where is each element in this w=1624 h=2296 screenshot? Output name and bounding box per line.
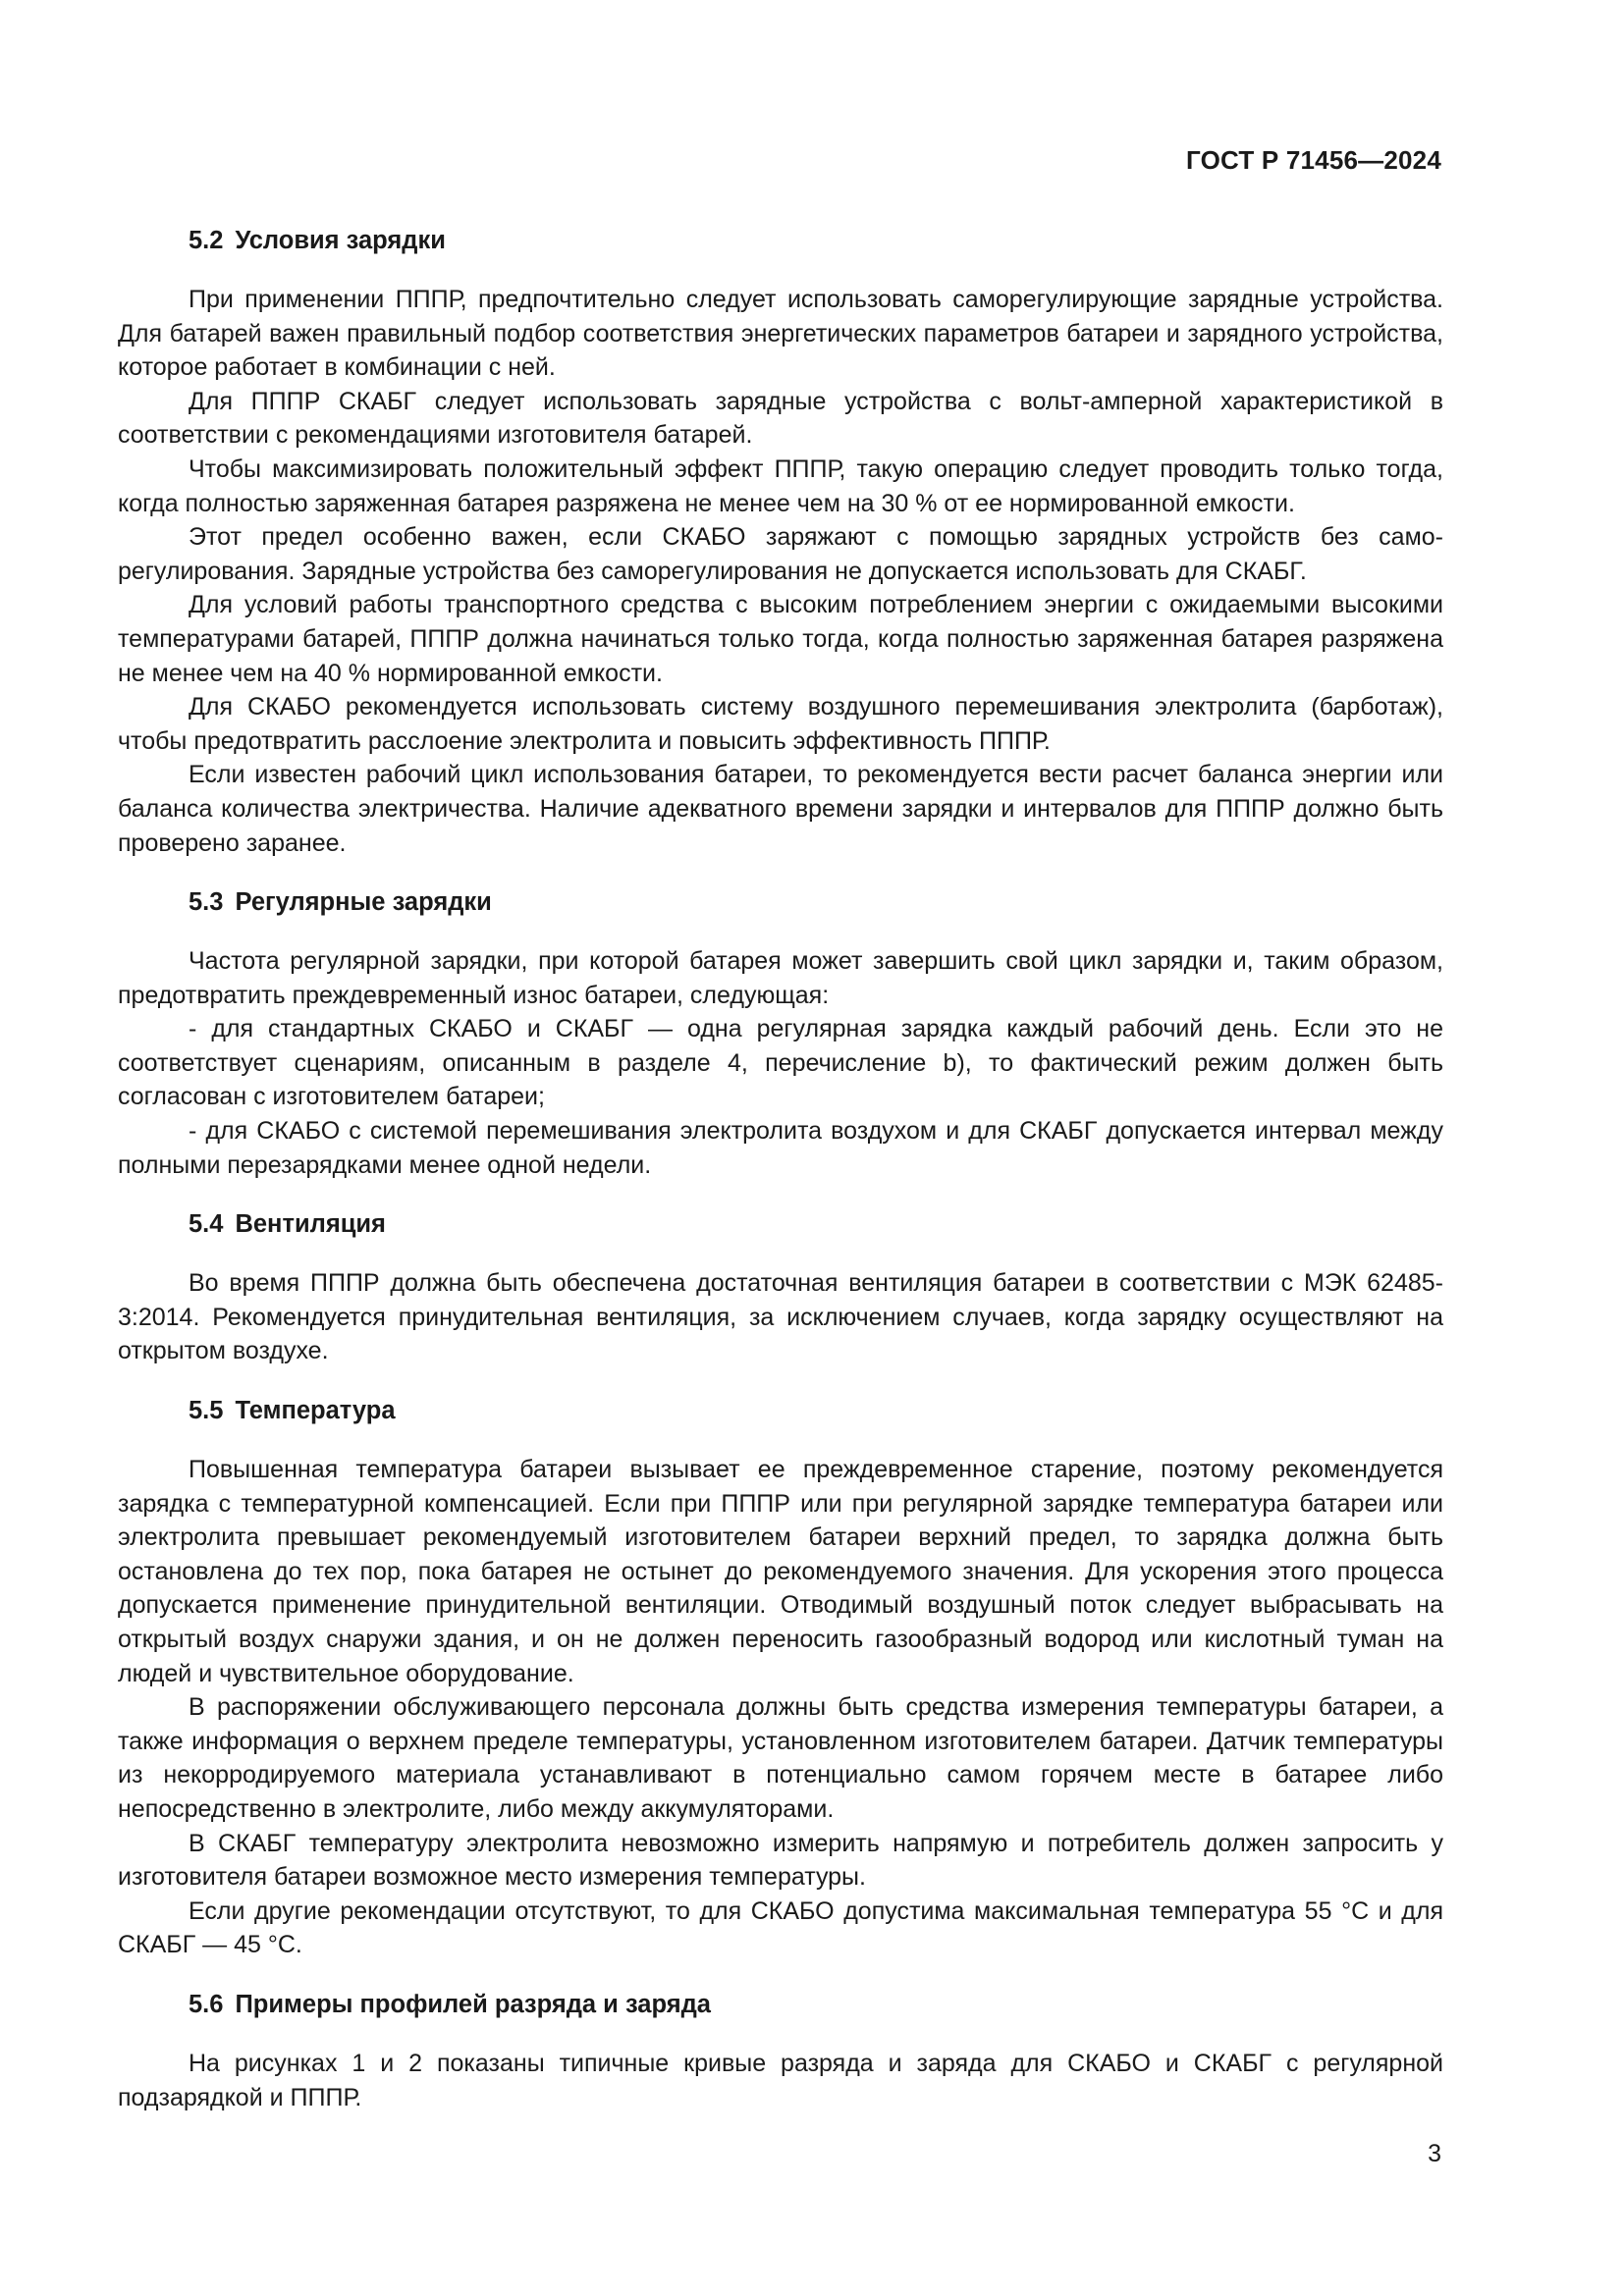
section-heading-5-3 — [118, 885, 1443, 919]
section-heading-5-6 — [118, 1988, 1443, 2021]
section-heading-5-5 — [118, 1394, 1443, 1427]
list-item: - для СКАБО с системой перемешивания электролита воздухом и для СКАБГ допускается интервал между полными перезарядками менее одной недели. — [118, 1117, 1443, 1179]
paragraph: Повышенная температура батареи вызывает ее преждевременное старение, поэтому рекомендуется зарядка с температурной компенсацией. Если при ПППР или при регулярной зарядке температура батареи или электролита превышает рекомендуемый изготовителем батареи верхний предел, то зарядка должна быть остановлена до тех пор, пока батарея не остынет до рекомендуемого значения. Для ускорения этого процесса допускается применение принудительной вентиляции. Отводимый воздушный поток следует выбрасывать на открытый воздух снаружи здания, и он не должен переносить газообразный водород или кислотный туман на людей и чувствительное оборудование. — [118, 1456, 1443, 1687]
section-title: Примеры профилей разряда и заряда — [235, 1990, 711, 2018]
paragraph: Во время ПППР должна быть обеспечена достаточная вентиляция батареи в соответствии с МЭК 62485-3:2014. Рекомендуется принудительная вентиляция, за исключением случаев, когда зарядку осуществляют на открытом воздухе. — [118, 1269, 1443, 1365]
section-number: 5.4 — [189, 1210, 224, 1239]
paragraph: Если известен рабочий цикл использования батареи, то рекомендуется вести расчет баланса энергии или баланса количества электричества. Наличие адекватного времени зарядки и интервалов для ПППР должно быть проверено заранее. — [118, 761, 1443, 857]
paragraph: В распоряжении обслуживающего персонала должны быть средства измерения температуры батареи, а также информация о верхнем пределе температуры, установленном изготовителем батареи. Датчик температуры из некорродируемого материала устанавливают в потенциально самом горячем месте в батарее либо непосредственно в электролите, либо между аккумуляторами. — [118, 1693, 1443, 1823]
section-number: 5.5 — [189, 1397, 224, 1425]
page-number: 3 — [1428, 2140, 1441, 2167]
paragraph: Чтобы максимизировать положительный эффект ПППР, такую операцию следует проводить только тогда, когда полностью заряженная батарея разряжена не менее чем на 30 % от ее нормированной емкости. — [118, 454, 1443, 517]
section-title: Условия зарядки — [235, 227, 446, 254]
section-title: Температура — [235, 1397, 396, 1425]
section-heading-5-4 — [118, 1207, 1443, 1241]
document-body — [118, 224, 1443, 2114]
paragraph: На рисунках 1 и 2 показаны типичные кривые разряда и заряда для СКАБО и СКАБГ с регулярной подзарядкой и ПППР. — [118, 2049, 1443, 2111]
paragraph: Для условий работы транспортного средства с высоким потреблением энергии с ожидаемыми высокими температурами батарей, ПППР должна начинаться только тогда, когда полностью заряженная батарея разряжена не менее чем на 40 % нормированной емкости. — [118, 591, 1443, 687]
section-title: Регулярные зарядки — [235, 888, 492, 917]
paragraph: Частота регулярной зарядки, при которой батарея может завершить свой цикл зарядки и, таким образом, предотвратить преждевременный износ батареи, следующая: — [118, 947, 1443, 1009]
section-number: 5.3 — [189, 888, 224, 917]
paragraph: Если другие рекомендации отсутствуют, то для СКАБО допустима максимальная температура 55 °С и для СКАБГ — 45 °С. — [118, 1896, 1443, 1959]
section-number: 5.2 — [189, 227, 224, 254]
paragraph: Для ПППР СКАБГ следует использовать зарядные устройства с вольт-амперной характеристикой в соответствии с рекомендациями изготовителя батарей. — [118, 387, 1443, 450]
section-heading-5-2 — [118, 224, 1443, 257]
section-title: Вентиляция — [235, 1210, 386, 1239]
paragraph: В СКАБГ температуру электролита невозможно измерить напрямую и потребитель должен запросить у изготовителя батареи возможное место измерения температуры. — [118, 1829, 1443, 1892]
document-code: ГОСТ Р 71456—2024 — [1186, 145, 1441, 175]
paragraph: При применении ПППР, предпочтительно следует использовать саморегулирующие зарядные устройства. Для батарей важен правильный подбор соответствия энергетических параметров батареи и зарядного устройства, которое работает в комбинации с ней. — [118, 286, 1443, 382]
list-item: - для стандартных СКАБО и СКАБГ — одна регулярная зарядка каждый рабочий день. Если это не соответствует сценариям, описанным в разделе 4, перечисление b), то фактический режим должен быть согласован с изготовителем батареи; — [118, 1015, 1443, 1111]
section-number: 5.6 — [189, 1990, 224, 2018]
paragraph: Этот предел особенно важен, если СКАБО заряжают с помощью зарядных устройств без саморегулирования. Зарядные устройства без саморегулирования не допускается использовать для СКАБГ. — [118, 523, 1443, 585]
paragraph: Для СКАБО рекомендуется использовать систему воздушного перемешивания электролита (барботаж), чтобы предотвратить расслоение электролита и повысить эффективность ПППР. — [118, 693, 1443, 755]
